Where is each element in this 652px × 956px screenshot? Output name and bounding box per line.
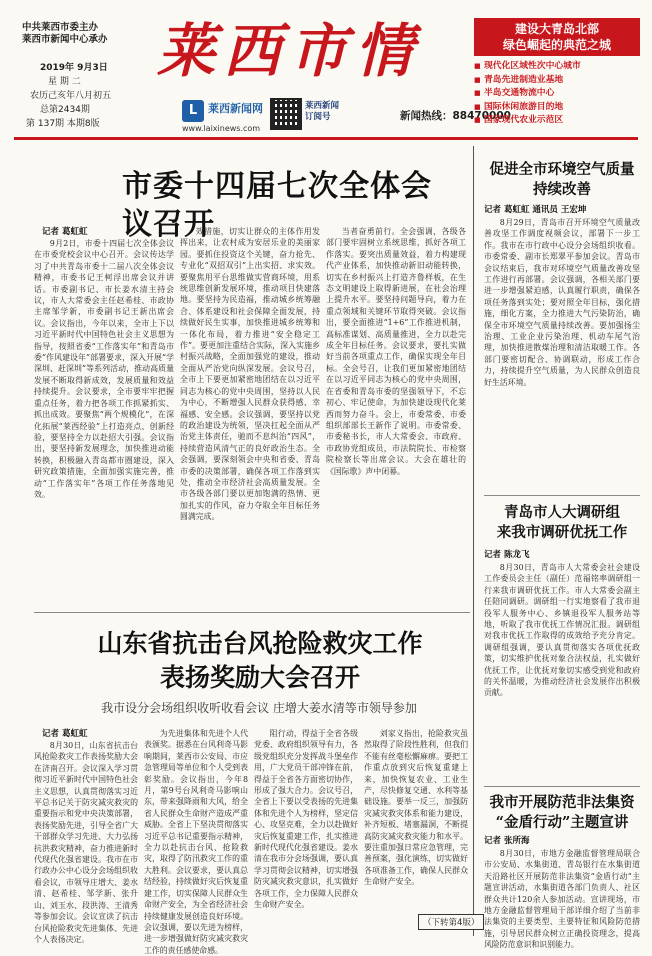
right-divider-2 (484, 786, 640, 787)
main-article-col-3 (326, 226, 466, 603)
flood-subheadline: 我市设分会场组织收听收看会议 庄增大姜水清等市领导参加 (101, 701, 417, 715)
fraud-byline (484, 835, 529, 847)
fraud-byline-text: 记者 张所海 (484, 836, 530, 846)
flood-article-col-3 (254, 728, 358, 936)
npc-headline (484, 503, 640, 543)
right-divider-1 (484, 495, 640, 496)
flood-headline-line-1: 山东省抗击台风抢险救灾工作 (97, 629, 423, 658)
main-article-text-2: 效措施，切实让群众的主体作用发挥出来，让农村成为安居乐业的美丽家园。要抓住投资这个关键，奋力抢先、专业化“双招双引”上出实招、求实效。要聚焦用平台思维做实营商环境，用系统思维创新发展环境，推动项目快建落地。要坚持为民造福，推动城乡统筹融合、体系建设和社会保障全面发展，持续做好民生实事，加快推进城乡统筹和一体化布局，着力推进“安全稳定工作”。要更加注重结合实际，深入实施乡村振兴战略，全面加强党的建设，推动全面从严治党向纵深发展。会议号召，全市上下要更加紧密地团结在以习近平同志为核心的党中央周围，坚持以人民为中心，不断增强人民群众获得感、幸福感、安全感。会议强调，要坚持以党的政治建设为统领，坚决扛起全面从严治党主体责任，驰而不息纠治“四风”，持续营造风清气正的良好政治生态。全会强调，要深刻领会中央和省委、青岛市委的决策部署，确保各项工作落到实处，推动全市经济社会高质量发展。全市各级各部门要以更加饱满的热情、更加扎实的作风，奋力夺取全年目标任务圆满完成。 (180, 227, 320, 522)
masthead-divider (14, 137, 638, 140)
flood-article-col-2 (144, 728, 248, 955)
flood-article-text-2: 为先进集体和先进个人代表颁奖。据悉在台风利奇马影响期间，莱西市公安局、市应急管理局等单位和个人受到表彰奖励。会议指出，今年8月，第9号台风利奇马影响山东，带来强降雨和大风，给全省人民群众生命财产造成严重威胁。全省上下坚决贯彻落实习近平总书记重要指示精神，全力以赴抗击台风、抢险救灾，取得了防汛救灾工作的重大胜利。会议要求，要认真总结经验，持续做好灾后恢复重建工作，切实保障人民群众生命财产安全，为全省经济社会持续健康发展创造良好环境。会议强调，要以先进为榜样，进一步增强做好防灾减灾救灾工作的责任感使命感。 (144, 729, 248, 955)
qr-label (305, 101, 339, 123)
promo-list (474, 60, 640, 128)
newspaper-title: 莱西市情 (156, 17, 421, 85)
promo-headline-1: 建设大青岛北部 (514, 22, 599, 36)
flood-article-col-1 (34, 740, 138, 944)
column-divider (473, 146, 474, 936)
news-hotline: 新闻热线：88470000 (400, 110, 511, 122)
fraud-headline-line-2: “金盾行动”主题宣讲 (495, 814, 629, 831)
main-byline-text: 记者 葛虹虹 (42, 227, 88, 237)
air-headline-line-2: 持续改善 (533, 181, 591, 198)
qr-label-line-2: 订阅号 (305, 112, 331, 122)
publisher-line-1: 中共莱西市委主办 (22, 22, 99, 33)
flood-article-text-1: 8月30日，山东省抗击台风抢险救灾工作表扬奖励大会在济南召开。会议深入学习贯彻习近平新时代中国特色社会主义思想，认真贯彻落实习近平总书记关于防灾减灾救灾的重要指示和党中央决策部署，表扬奖励先进，引导全省广大干部群众学习先进、大力弘扬抗洪救灾精神，奋力推进新时代现代化强省建设。我市在市行政办公中心设分会场组织收看会议，市领导庄增大、姜水清、赵希桂、邹学新、张升山、刘玉水、段洪涛、王清秀等参加会议。会议宣读了抗击台风抢险救灾先进集体、先进个人表扬决定。 (34, 741, 138, 944)
npc-article-body (484, 562, 640, 780)
logo-text: 莱西新闻网 (208, 102, 263, 115)
publisher-line-2: 莱西市新闻中心承办 (22, 34, 108, 45)
flood-byline (42, 728, 87, 740)
air-byline (484, 204, 640, 216)
issue-date: 2019年 9月3日 (40, 63, 108, 73)
flood-headline (40, 627, 480, 695)
continue-note[interactable]: （下转第4版） (418, 914, 484, 930)
promo-box (474, 18, 640, 130)
air-headline-line-1: 促进全市环境空气质量 (489, 161, 635, 178)
section-divider (34, 612, 470, 613)
promo-item: ■ 半岛交通物流中心 (474, 87, 640, 101)
flood-byline-text: 记者 葛虹虹 (42, 729, 88, 739)
qr-label-line-1: 莱西新闻 (305, 101, 340, 111)
promo-item: ■ 青岛先进制造业基地 (474, 74, 640, 88)
npc-byline-text: 记者 陈龙飞 (484, 550, 530, 560)
npc-byline (484, 549, 529, 561)
promo-headline (474, 18, 640, 56)
promo-item: ■ 国际休闲旅游目的地 (474, 101, 640, 115)
issue-info: 第 137期 本期8版 (26, 119, 100, 129)
flood-article-text-3: 阻行动，得益于全省各级党委、政府组织领导有力，各级党组织充分发挥战斗堡垒作用，广大党员干部冲锋在前，得益于全省各方面密切协作，形成了强大合力。会议号召，全省上下要以受表扬的先进集体和先进个人为榜样，坚定信心、攻坚克难，全力以赴做好灾后恢复重建工作，扎实推进新时代现代化强省建设。姜水清在我市分会场强调，要认真学习贯彻会议精神，切实增强防灾减灾救灾意识，扎实做好各项工作，全力保障人民群众生命财产安全。 (254, 729, 358, 910)
air-headline (484, 160, 640, 200)
air-article-text: 8月29日，青岛市召开环境空气质量改善攻坚工作调度视频会议，部署下一步工作。我市在市行政中心设分会场组织收看。市委常委、副市长郑翠平参加会议。青岛市会议结束后，我市对环境空气质量改善攻坚工作进行再部署。会议强调，各相关部门要进一步增强紧迫感，认真履行职责，确保各项任务落到实处；要对照全年目标，强化措施，细化方案，全力推进大气污染防治，确保全市环境空气质量持续改善。要加强扬尘治理、工业企业污染治理、机动车尾气治理，加快推进散煤治理和清洁取暖工作。各部门要密切配合、协调联动，形成工作合力，持续提升空气质量，为人民群众创造良好生活环境。 (484, 218, 640, 387)
qr-code-icon (270, 98, 302, 130)
flood-headline-line-2: 表扬奖励大会召开 (159, 663, 360, 692)
logo-mark-icon: L (182, 100, 204, 122)
lunar-date: 农历己亥年八月初五 (30, 91, 112, 101)
flood-article-text-4: 刘家义指出，抢险救灾虽然取得了阶段性胜利，但我们不能有丝毫松懈麻痹。要把工作重点放到灾后恢复重建上来，加快恢复农业、工业生产，尽快修复交通、水利等基础设施。要举一反三，加强防灾减灾救灾体系和能力建设，补齐短板、堵塞漏洞，不断提高防灾减灾救灾能力和水平。要注重加强日常应急管理，完善预案，强化演练，切实做好各项准备工作，确保人民群众生命财产安全。 (364, 729, 468, 887)
promo-item: ■ 国家现代农业示范区 (474, 114, 640, 128)
main-article-col-2 (180, 226, 320, 603)
fraud-headline (484, 793, 640, 833)
logo-url: www.laixinews.com (182, 124, 261, 133)
npc-headline-line-1: 青岛市人大调研组 (504, 504, 620, 521)
issue-weekday: 星 期 二 (48, 77, 81, 87)
main-article-text-3: 当者奋勇前行。全会强调，各级各部门要牢固树立系统思维，抓好各项工作落实。要突出质量效益，着力构建现代产业体系，加快推动新旧动能转换，切实在乡村振兴上打造齐鲁样板，在生态文明建设上取得新进展，在社会治理上提升水平。要坚持问题导向，着力在重点领域和关键环节取得突破。会议指出，要全面推进“1+6”工作推进机制，高标准谋划、高质量推进，全力以赴完成全年目标任务。会议要求，要扎实做好当前各项重点工作，确保实现全年目标。全会号召，让我们更加紧密地团结在以习近平同志为核心的党中央周围，在省委和青岛市委的坚强领导下，不忘初心、牢记使命，为加快建设现代化莱西而努力奋斗。会上，市委常委、市委组织部部长王新作了说明。市委常委、市委秘书长，市人大常委会、市政府、市政协党组成员，市法院院长、市检察院检察长等出席会议。大会在雄壮的《国际歌》声中闭幕。 (326, 227, 466, 476)
flood-article-col-4 (364, 728, 468, 912)
npc-article-text: 8月30日，青岛市人大常委会社会建设工作委员会主任（副任）范福铭率调研组一行来我市调研优抚工作。市人大常委会副主任陪同调研。调研组一行实地察看了我市退役军人服务中心、乡镇退役军人服务站等地，听取了我市优抚工作情况汇报。调研组对我市优抚工作取得的成效给予充分肯定。调研组强调，要认真贯彻落实各项优抚政策，切实维护优抚对象合法权益，扎实做好优抚工作，让优抚对象切实感受到党和政府的关怀温暖，为推动经济社会发展作出积极贡献。 (484, 563, 640, 698)
npc-headline-line-2: 来我市调研优抚工作 (496, 524, 628, 541)
air-article-body (484, 217, 640, 487)
air-byline-text: 记者 葛虹虹 通讯员 王宏坤 (484, 205, 587, 215)
main-headline: 市委十四届七次全体会议召开 (122, 169, 432, 242)
main-article-text-1: 9月2日，市委十四届七次全体会议在市委党校会议中心召开。会议传达学习了中共青岛市委十二届八次全体会议精神，市委书记王柯浮出席会议并讲话。市委副书记、市长姜水清主持会议，市人大常委会主任赵希桂、市政协主席邹学新，市委副书记王新出席会议。会议指出，今年以来，全市上下以习近平新时代中国特色社会主义思想为指导，按照省委“工作落实年”和青岛市委“作风建设年”部署要求，深入开展“学深圳、赶深圳”等系列活动，推动高质量发展不断取得新成效，发展质量和效益持续提升。会议要求，全市要牢牢把握重点任务，着力把各项工作抓紧抓实、抓出成效。要聚焦“两个规模化”，在深化拓展“莱西经验”上打造亮点、创新经验，要坚持全力以赴招大引强。会议指出，要坚持新发展理念，加快推进动能转换，积极融入青岛都市圈建设，深入研究政策措施，全面加强实施完善，推动“工作落实年”各项工作任务落地见效。 (34, 239, 174, 499)
total-issue: 总第2434期 (40, 105, 90, 115)
fraud-headline-line-1: 我市开展防范非法集资 (489, 794, 635, 811)
main-byline (42, 226, 87, 238)
fraud-article-body (484, 848, 640, 950)
main-article-col-1 (34, 238, 174, 603)
news-site-logo[interactable] (182, 100, 268, 133)
promo-headline-2: 绿色崛起的典范之城 (502, 38, 611, 52)
promo-item: ■ 现代化区域性次中心城市 (474, 60, 640, 74)
fraud-article-text: 8月30日，市地方金融监督管理局联合市公安局、水集街道、青岛银行在水集街道天沿路社区开展防范非法集资“金盾行动”主题宣讲活动，水集街道各部门负责人、社区群众共计120余人参加活动。宣讲现场，市地方金融监督管理局干部详细介绍了当前非法集资的主要类型、主要特征和风险防范措施，引导居民群众树立正确投资理念，提高风险防范意识和识别能力。 (484, 849, 640, 950)
